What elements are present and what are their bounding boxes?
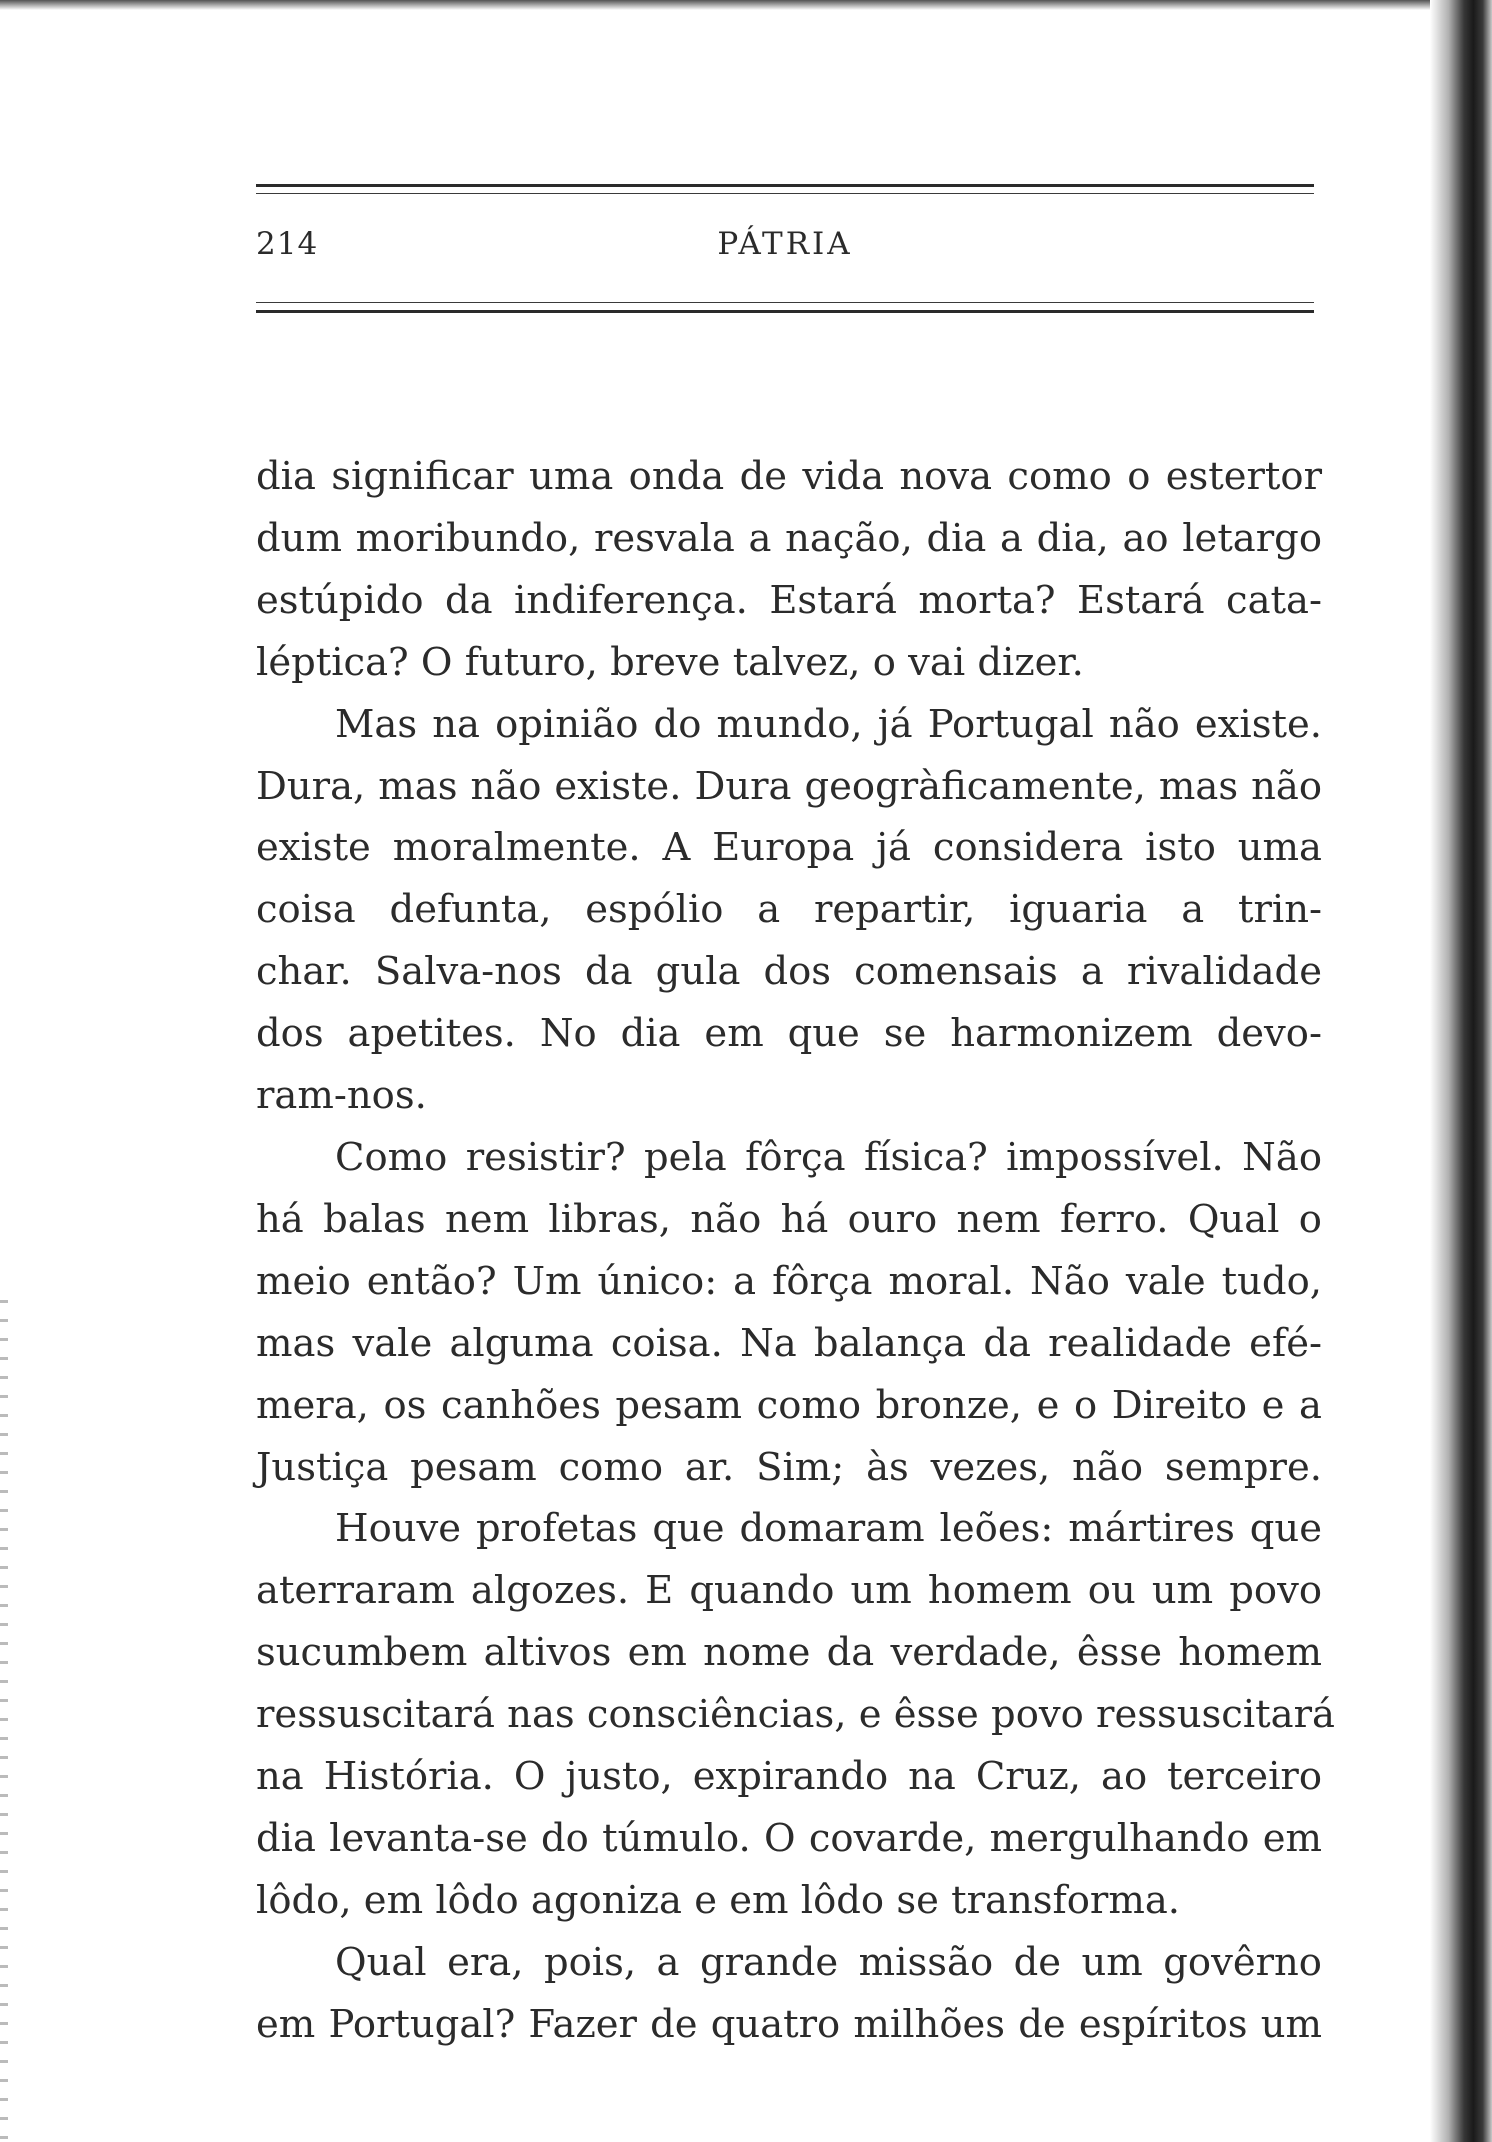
header-bottom-rule-thin xyxy=(256,302,1314,303)
page-top-edge-shadow xyxy=(0,0,1430,10)
text-line: Qual era, pois, a grande missão de um govêrno xyxy=(335,1939,1322,1985)
text-line: Mas na opinião do mundo, já Portugal não existe. xyxy=(335,701,1322,747)
text-line: sucumbem altivos em nome da verdade, êsse homem xyxy=(256,1630,1322,1676)
text-line: Justiça pesam como ar. Sim; às vezes, não sempre. xyxy=(256,1444,1322,1490)
text-line: mera, os canhões pesam como bronze, e o Direito e a xyxy=(256,1382,1322,1428)
page-binding-edge xyxy=(1430,0,1492,2142)
text-line: em Portugal? Fazer de quatro milhões de espíritos um xyxy=(256,2001,1322,2047)
text-line: mas vale alguma coisa. Na balança da realidade efé- xyxy=(256,1320,1322,1366)
text-line: aterraram algozes. E quando um homem ou um povo xyxy=(256,1568,1322,1614)
header-top-rule xyxy=(256,184,1314,187)
text-line: estúpido da indiferença. Estará morta? Estará cata- xyxy=(256,577,1322,623)
body-text xyxy=(256,446,1335,2056)
text-line: na História. O justo, expirando na Cruz, ao terceiro xyxy=(256,1754,1322,1800)
running-header xyxy=(256,184,1314,326)
header-bottom-rule xyxy=(256,310,1314,313)
header-top-rule-thin xyxy=(256,193,1314,194)
text-line: Houve profetas que domaram leões: mártires que xyxy=(335,1506,1322,1552)
text-line: char. Salva-nos da gula dos comensais a rivalidade xyxy=(256,949,1322,995)
text-line: Dura, mas não existe. Dura geogràficamente, mas não xyxy=(256,763,1322,809)
page-number: 214 xyxy=(256,226,319,262)
text-line: dia significar uma onda de vida nova como o estertor xyxy=(256,454,1322,499)
text-line: ram-nos. xyxy=(256,1073,427,1119)
text-line: coisa defunta, espólio a repartir, iguaria a trin- xyxy=(256,887,1322,933)
text-line: Como resistir? pela fôrça física? impossível. Não xyxy=(335,1134,1322,1180)
text-line: há balas nem libras, não há ouro nem ferro. Qual o xyxy=(256,1196,1322,1242)
text-line: lôdo, em lôdo agoniza e em lôdo se transforma. xyxy=(256,1877,1181,1923)
text-line: léptica? O futuro, breve talvez, o vai dizer. xyxy=(256,639,1084,685)
text-line: dia levanta-se do túmulo. O covarde, mergulhando em xyxy=(256,1815,1322,1861)
text-line: ressuscitará nas consciências, e êsse povo ressuscitará xyxy=(256,1692,1335,1738)
text-line: existe moralmente. A Europa já considera isto uma xyxy=(256,825,1322,871)
text-line: dos apetites. No dia em que se harmonizem devo- xyxy=(256,1011,1322,1057)
text-line: meio então? Um único: a fôrça moral. Não vale tudo, xyxy=(256,1258,1322,1304)
running-title: PÁTRIA xyxy=(717,226,853,262)
text-line: dum moribundo, resvala a nação, dia a dia, ao letargo xyxy=(256,515,1322,561)
page-left-edge-specks xyxy=(0,1300,8,2140)
